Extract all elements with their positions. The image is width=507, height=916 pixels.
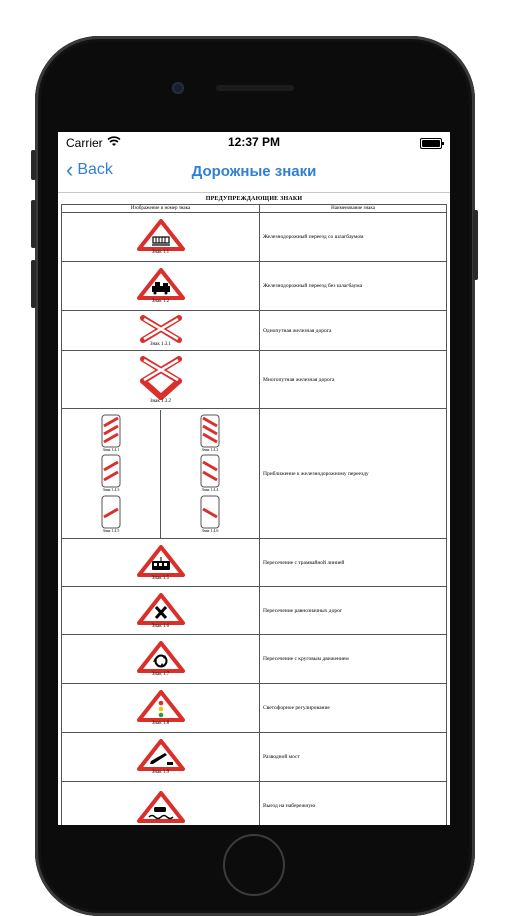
table-row	[62, 539, 447, 587]
sign-caption: Знак 1.8	[151, 721, 170, 726]
status-time: 12:37 PM	[227, 135, 281, 149]
beacon-caption: Знак 1.4.1	[102, 446, 120, 452]
sign-name: Однопутная железная дорога	[260, 311, 447, 351]
sign-caption: Знак 1.1	[151, 250, 170, 255]
carrier-label: Carrier	[66, 136, 103, 150]
railway-beacon-two-stripe-icon	[200, 454, 220, 488]
sign-caption: Знак 1.9	[151, 770, 170, 775]
beacons-column-left	[62, 410, 160, 538]
status-bar	[58, 132, 450, 154]
railway-beacon-three-stripe-icon	[101, 414, 121, 448]
table-row	[62, 684, 447, 733]
beacon-caption: Знак 1.4.6	[201, 528, 219, 534]
railway-crossing-no-barrier-sign-icon	[137, 268, 185, 300]
section-title: ПРЕДУПРЕЖДАЮЩИЕ ЗНАКИ	[205, 196, 303, 202]
column-header-image: Изображение и номер знака	[62, 205, 260, 213]
mute-switch	[31, 150, 36, 180]
table-row	[62, 409, 447, 539]
embankment-exit-sign-icon	[137, 791, 185, 823]
volume-down-button	[31, 260, 36, 308]
sign-caption: Знак 1.6	[151, 623, 170, 629]
sign-name: Приближение к железнодорожному переезду	[260, 409, 447, 539]
sign-name: Пересечение равнозначных дорог	[260, 587, 447, 635]
navigation-bar	[58, 154, 450, 193]
table-row	[62, 213, 447, 262]
document-view[interactable]	[58, 196, 450, 825]
chevron-left-icon: ‹	[66, 157, 74, 182]
traffic-light-sign-icon	[137, 690, 185, 722]
column-header-name: Наименование знака	[260, 205, 447, 213]
beacon-caption: Знак 1.4.2	[201, 446, 219, 452]
back-label: Back	[77, 161, 113, 178]
sign-name: Многопутная железная дорога	[260, 351, 447, 409]
sign-caption: Знак 1.7	[151, 672, 170, 677]
drawbridge-sign-icon	[137, 739, 185, 771]
sign-name: Железнодорожный переезд со шлагбаумом	[260, 213, 447, 262]
table-row	[62, 635, 447, 684]
railway-beacon-two-stripe-icon	[101, 454, 121, 488]
sign-caption: Знак 1.2	[151, 299, 170, 304]
front-camera	[172, 82, 184, 94]
screen	[58, 132, 450, 825]
sign-name: Пересечение с трамвайной линией	[260, 539, 447, 587]
equal-roads-intersection-sign-icon	[137, 593, 185, 625]
beacon-caption: Знак 1.4.5	[102, 528, 120, 534]
tram-crossing-sign-icon	[137, 545, 185, 577]
sign-caption: Знак 1.3.2	[149, 398, 172, 404]
railway-crossing-barrier-sign-icon	[137, 219, 185, 251]
railway-beacon-one-stripe-icon	[101, 495, 121, 529]
railway-beacon-one-stripe-icon	[200, 495, 220, 529]
sign-caption: Знак 1.3.1	[149, 341, 172, 347]
table-row	[62, 262, 447, 311]
sign-name: Светофорное регулирование	[260, 684, 447, 733]
beacon-caption: Знак 1.4.3	[102, 487, 120, 493]
beacons-column-right	[160, 410, 259, 538]
beacon-caption: Знак 1.4.4	[201, 487, 219, 493]
sign-name: Разводной мост	[260, 733, 447, 782]
table-row	[62, 351, 447, 409]
volume-up-button	[31, 200, 36, 248]
page-title: Дорожные знаки	[191, 163, 317, 180]
table-row	[62, 311, 447, 351]
sign-caption: Знак 1.5	[151, 575, 170, 581]
roundabout-sign-icon	[137, 641, 185, 673]
sign-name: Пересечение с круговым движением	[260, 635, 447, 684]
railway-beacon-three-stripe-icon	[200, 414, 220, 448]
signs-table	[61, 204, 447, 825]
table-row	[62, 782, 447, 826]
home-button[interactable]	[223, 834, 285, 896]
multi-track-railway-sign-icon	[137, 356, 185, 400]
battery-icon	[420, 138, 442, 149]
sign-name: Выезд на набережную	[260, 782, 447, 826]
table-row	[62, 733, 447, 782]
single-track-railway-sign-icon	[137, 315, 185, 343]
earpiece-speaker	[216, 85, 294, 91]
sign-name: Железнодорожный переезд без шлагбаума	[260, 262, 447, 311]
power-button	[473, 210, 478, 280]
table-row	[62, 587, 447, 635]
